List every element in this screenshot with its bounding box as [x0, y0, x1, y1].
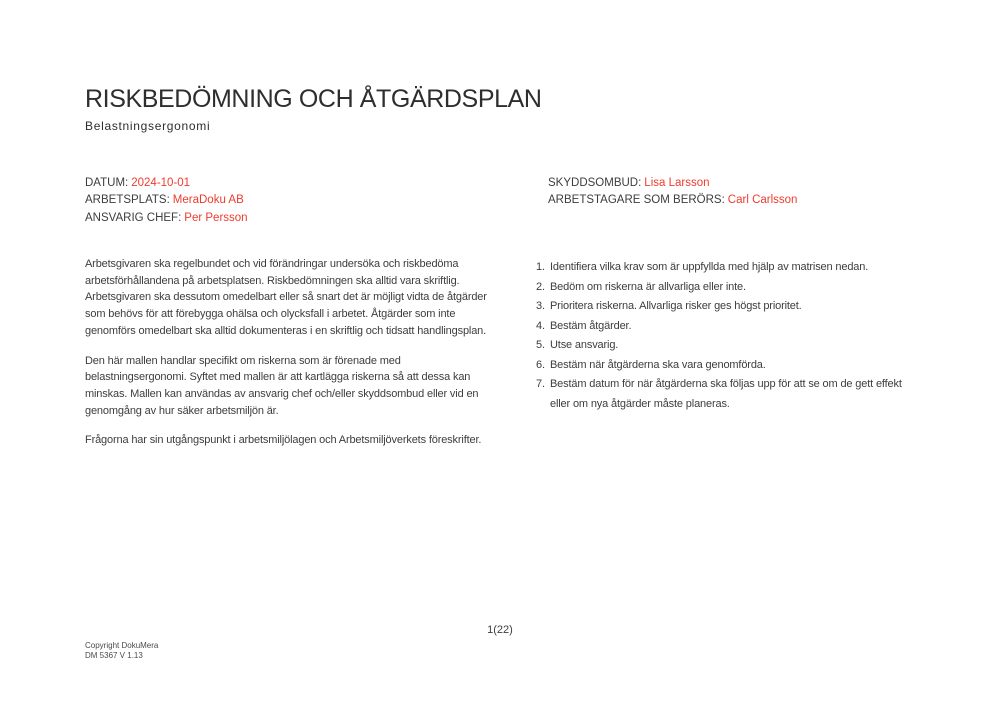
- field-arbetsplats-value: MeraDoku AB: [172, 194, 244, 207]
- step-item-6: [536, 356, 924, 376]
- step-number: 2.: [536, 280, 545, 293]
- body-paragraph-2: Den här mallen handlar specifikt om riskerna som är förenade med belastningsergonomi. Syftet med mallen är att kartlägga riskerna så att dessa kan minskas. Mallen kan användas av ansvarig chef och/eller skyddsombud eller vid en genomgång av hur säker arbetsmiljön är.: [85, 354, 479, 417]
- step-item-5: [536, 336, 924, 356]
- step-number: 6.: [536, 358, 545, 371]
- body-paragraph-3: Frågorna har sin utgångspunkt i arbetsmiljölagen och Arbetsmiljöverkets föreskrifter.: [85, 434, 482, 447]
- fields-right: [548, 175, 797, 210]
- step-text: Bestäm åtgärder.: [550, 319, 632, 332]
- field-datum: [85, 175, 248, 192]
- field-arbetstagare: [548, 192, 797, 209]
- step-number: 7.: [536, 378, 545, 390]
- step-number: 5.: [536, 339, 545, 351]
- step-number: 1.: [536, 261, 545, 273]
- step-item-2: [536, 278, 924, 298]
- body-text-column: [85, 256, 489, 462]
- field-arbetsplats-label: ARBETSPLATS:: [85, 194, 170, 207]
- step-number: 3.: [536, 300, 545, 312]
- document-title: RISKBEDÖMNING OCH ÅTGÄRDSPLAN: [85, 85, 542, 113]
- field-arbetstagare-value: Carl Carlsson: [727, 194, 798, 207]
- field-datum-value: 2024-10-01: [131, 177, 191, 189]
- field-arbetstagare-label: ARBETSTAGARE SOM BERÖRS:: [548, 194, 725, 207]
- step-item-4: [536, 317, 924, 337]
- steps-list: [536, 258, 924, 414]
- page-number: 1(22): [487, 624, 513, 636]
- body-paragraph-1: Arbetsgivaren ska regelbundet och vid förändringar undersöka och riskbedöma arbetsförhållandena på arbetsplatsen. Riskbedömningen ska alltid vara skriftlig. Arbetsgivaren ska dessutom omedelbart eller så snart det är möjligt vidta de åtgärder som behövs för att förebygga ohälsa och olycksfall i arbetet. Åtgärder som inte genomförs omedelbart ska alltid dokumenteras i en skriftlig och tidsatt handlingsplan.: [85, 258, 487, 337]
- step-text: Prioritera riskerna. Allvarliga risker ges högst prioritet.: [550, 300, 802, 312]
- copyright-line-2: DM 5367 V 1.13: [85, 651, 143, 660]
- field-skyddsombud: [548, 175, 797, 192]
- step-number: 4.: [536, 319, 545, 332]
- field-ansvarig-chef-value: Per Persson: [184, 211, 248, 224]
- step-text: Bedöm om riskerna är allvarliga eller inte.: [550, 280, 746, 293]
- step-text: Bestäm när åtgärderna ska vara genomförda.: [550, 358, 766, 371]
- field-datum-label: DATUM:: [85, 177, 129, 189]
- copyright-line-1: Copyright DokuMera: [85, 641, 159, 650]
- field-ansvarig-chef: [85, 210, 248, 227]
- step-item-3: [536, 297, 924, 317]
- step-text: Identifiera vilka krav som är uppfyllda med hjälp av matrisen nedan.: [550, 261, 869, 273]
- document-subtitle: Belastningsergonomi: [85, 119, 211, 133]
- fields-left: [85, 175, 248, 227]
- step-text: Utse ansvarig.: [550, 339, 619, 351]
- copyright-block: [85, 641, 158, 661]
- field-skyddsombud-value: Lisa Larsson: [644, 177, 710, 189]
- step-item-7: [536, 375, 924, 414]
- field-arbetsplats: [85, 192, 248, 209]
- field-ansvarig-chef-label: ANSVARIG CHEF:: [85, 211, 182, 224]
- step-text: Bestäm datum för när åtgärderna ska följas upp för att se om de gett effekt eller om nya åtgärder måste planeras.: [550, 378, 902, 410]
- field-skyddsombud-label: SKYDDSOMBUD:: [548, 177, 642, 189]
- step-item-1: [536, 258, 924, 278]
